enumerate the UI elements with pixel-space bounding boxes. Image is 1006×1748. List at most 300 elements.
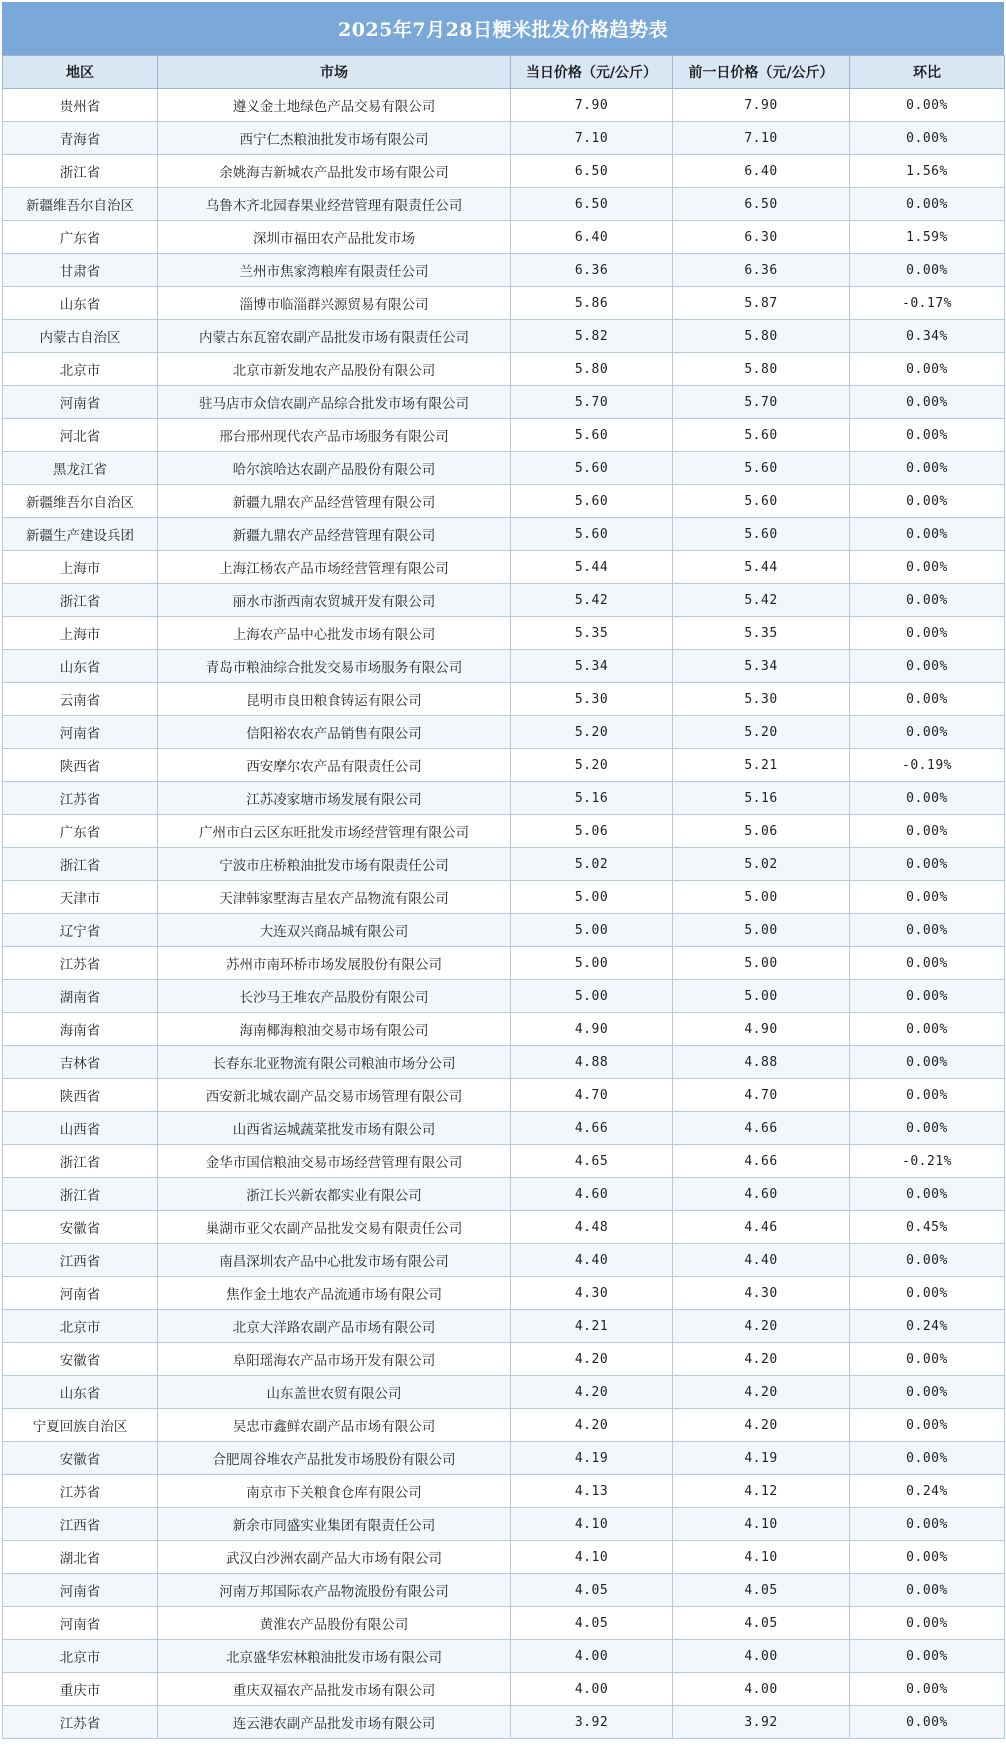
market-cell: 新疆九鼎农产品经营管理有限公司: [158, 518, 511, 551]
table-row: [3, 1244, 1005, 1277]
previous-price-cell: 4.40: [673, 1244, 850, 1277]
today-price-cell: 4.20: [511, 1343, 673, 1376]
today-price-cell: 4.40: [511, 1244, 673, 1277]
change-cell: 0.00%: [850, 1640, 1005, 1673]
region-cell: 江西省: [3, 1244, 158, 1277]
market-cell: 江苏凌家塘市场发展有限公司: [158, 782, 511, 815]
region-cell: 湖南省: [3, 980, 158, 1013]
table-row: [3, 1508, 1005, 1541]
market-cell: 遵义金土地绿色产品交易有限公司: [158, 89, 511, 122]
previous-price-cell: 4.05: [673, 1574, 850, 1607]
market-cell: 青岛市粮油综合批发交易市场服务有限公司: [158, 650, 511, 683]
region-cell: 江苏省: [3, 782, 158, 815]
table-row: [3, 1277, 1005, 1310]
region-cell: 新疆生产建设兵团: [3, 518, 158, 551]
market-cell: 西安新北城农副产品交易市场管理有限公司: [158, 1079, 511, 1112]
previous-price-cell: 5.21: [673, 749, 850, 782]
table-row: [3, 914, 1005, 947]
previous-price-cell: 6.30: [673, 221, 850, 254]
today-price-cell: 4.10: [511, 1508, 673, 1541]
market-cell: 长春东北亚物流有限公司粮油市场分公司: [158, 1046, 511, 1079]
header-previous-price: 前一日价格（元/公斤）: [673, 56, 850, 89]
table-row: [3, 452, 1005, 485]
previous-price-cell: 6.40: [673, 155, 850, 188]
table-row: [3, 386, 1005, 419]
market-cell: 大连双兴商品城有限公司: [158, 914, 511, 947]
table-row: [3, 650, 1005, 683]
region-cell: 安徽省: [3, 1343, 158, 1376]
region-cell: 上海市: [3, 551, 158, 584]
region-cell: 广东省: [3, 221, 158, 254]
previous-price-cell: 5.00: [673, 914, 850, 947]
previous-price-cell: 4.66: [673, 1112, 850, 1145]
change-cell: 0.00%: [850, 386, 1005, 419]
region-cell: 江苏省: [3, 1475, 158, 1508]
change-cell: 1.59%: [850, 221, 1005, 254]
market-cell: 余姚海吉新城农产品批发市场有限公司: [158, 155, 511, 188]
change-cell: 0.00%: [850, 1343, 1005, 1376]
change-cell: 0.00%: [850, 1508, 1005, 1541]
today-price-cell: 5.06: [511, 815, 673, 848]
change-cell: 0.00%: [850, 485, 1005, 518]
today-price-cell: 5.00: [511, 914, 673, 947]
region-cell: 山东省: [3, 287, 158, 320]
previous-price-cell: 5.34: [673, 650, 850, 683]
today-price-cell: 5.20: [511, 716, 673, 749]
market-cell: 兰州市焦家湾粮库有限责任公司: [158, 254, 511, 287]
change-cell: 0.00%: [850, 815, 1005, 848]
table-row: [3, 287, 1005, 320]
table-row: [3, 551, 1005, 584]
region-cell: 内蒙古自治区: [3, 320, 158, 353]
table-title: 2025年7月28日粳米批发价格趋势表: [2, 2, 1004, 55]
market-cell: 西宁仁杰粮油批发市场有限公司: [158, 122, 511, 155]
table-row: [3, 254, 1005, 287]
region-cell: 辽宁省: [3, 914, 158, 947]
market-cell: 重庆双福农产品批发市场有限公司: [158, 1673, 511, 1706]
table-row: [3, 1343, 1005, 1376]
table-row: [3, 1475, 1005, 1508]
today-price-cell: 5.44: [511, 551, 673, 584]
today-price-cell: 6.36: [511, 254, 673, 287]
price-table: [2, 55, 1005, 1739]
today-price-cell: 4.60: [511, 1178, 673, 1211]
previous-price-cell: 7.10: [673, 122, 850, 155]
market-cell: 河南万邦国际农产品物流股份有限公司: [158, 1574, 511, 1607]
today-price-cell: 5.30: [511, 683, 673, 716]
market-cell: 阜阳瑶海农产品市场开发有限公司: [158, 1343, 511, 1376]
market-cell: 昆明市良田粮食铸运有限公司: [158, 683, 511, 716]
market-cell: 西安摩尔农产品有限责任公司: [158, 749, 511, 782]
previous-price-cell: 5.00: [673, 881, 850, 914]
previous-price-cell: 5.16: [673, 782, 850, 815]
today-price-cell: 4.00: [511, 1673, 673, 1706]
region-cell: 黑龙江省: [3, 452, 158, 485]
market-cell: 信阳裕农农产品销售有限公司: [158, 716, 511, 749]
market-cell: 新余市同盛实业集团有限责任公司: [158, 1508, 511, 1541]
today-price-cell: 6.50: [511, 155, 673, 188]
change-cell: 0.00%: [850, 1277, 1005, 1310]
region-cell: 山西省: [3, 1112, 158, 1145]
region-cell: 河南省: [3, 1277, 158, 1310]
today-price-cell: 5.80: [511, 353, 673, 386]
region-cell: 北京市: [3, 1640, 158, 1673]
previous-price-cell: 6.50: [673, 188, 850, 221]
previous-price-cell: 4.20: [673, 1310, 850, 1343]
today-price-cell: 5.42: [511, 584, 673, 617]
region-cell: 江苏省: [3, 947, 158, 980]
today-price-cell: 5.82: [511, 320, 673, 353]
today-price-cell: 4.88: [511, 1046, 673, 1079]
previous-price-cell: 5.02: [673, 848, 850, 881]
change-cell: 0.00%: [850, 1409, 1005, 1442]
table-row: [3, 617, 1005, 650]
table-row: [3, 1178, 1005, 1211]
previous-price-cell: 5.70: [673, 386, 850, 419]
table-row: [3, 683, 1005, 716]
today-price-cell: 4.13: [511, 1475, 673, 1508]
change-cell: 0.00%: [850, 1574, 1005, 1607]
change-cell: 0.00%: [850, 683, 1005, 716]
market-cell: 宁波市庄桥粮油批发市场有限责任公司: [158, 848, 511, 881]
market-cell: 南京市下关粮食仓库有限公司: [158, 1475, 511, 1508]
previous-price-cell: 7.90: [673, 89, 850, 122]
change-cell: 0.00%: [850, 848, 1005, 881]
previous-price-cell: 5.87: [673, 287, 850, 320]
market-cell: 金华市国信粮油交易市场经营管理有限公司: [158, 1145, 511, 1178]
previous-price-cell: 5.35: [673, 617, 850, 650]
region-cell: 湖北省: [3, 1541, 158, 1574]
today-price-cell: 5.70: [511, 386, 673, 419]
region-cell: 陕西省: [3, 1079, 158, 1112]
today-price-cell: 4.90: [511, 1013, 673, 1046]
today-price-cell: 4.20: [511, 1376, 673, 1409]
table-row: [3, 1640, 1005, 1673]
market-cell: 邢台邢州现代农产品市场服务有限公司: [158, 419, 511, 452]
region-cell: 河南省: [3, 1607, 158, 1640]
price-table-sheet: [2, 2, 1004, 1744]
change-cell: 0.00%: [850, 89, 1005, 122]
market-cell: 武汉白沙洲农副产品大市场有限公司: [158, 1541, 511, 1574]
table-row: [3, 716, 1005, 749]
previous-price-cell: 4.90: [673, 1013, 850, 1046]
previous-price-cell: 5.60: [673, 485, 850, 518]
previous-price-cell: 4.20: [673, 1376, 850, 1409]
change-cell: 0.00%: [850, 617, 1005, 650]
table-row: [3, 1574, 1005, 1607]
today-price-cell: 3.92: [511, 1706, 673, 1739]
today-price-cell: 4.05: [511, 1607, 673, 1640]
today-price-cell: 4.70: [511, 1079, 673, 1112]
table-row: [3, 881, 1005, 914]
change-cell: 0.00%: [850, 122, 1005, 155]
change-cell: 0.00%: [850, 353, 1005, 386]
table-row: [3, 1145, 1005, 1178]
region-cell: 河南省: [3, 386, 158, 419]
market-cell: 驻马店市众信农副产品综合批发市场有限公司: [158, 386, 511, 419]
today-price-cell: 5.16: [511, 782, 673, 815]
previous-price-cell: 5.00: [673, 980, 850, 1013]
header-row: [3, 56, 1005, 89]
region-cell: 广东省: [3, 815, 158, 848]
previous-price-cell: 5.06: [673, 815, 850, 848]
previous-price-cell: 5.80: [673, 353, 850, 386]
market-cell: 长沙马王堆农产品股份有限公司: [158, 980, 511, 1013]
today-price-cell: 7.90: [511, 89, 673, 122]
previous-price-cell: 4.12: [673, 1475, 850, 1508]
previous-price-cell: 4.66: [673, 1145, 850, 1178]
change-cell: 0.00%: [850, 254, 1005, 287]
previous-price-cell: 4.46: [673, 1211, 850, 1244]
table-row: [3, 1046, 1005, 1079]
region-cell: 新疆维吾尔自治区: [3, 485, 158, 518]
market-cell: 南昌深圳农产品中心批发市场有限公司: [158, 1244, 511, 1277]
header-market: 市场: [158, 56, 511, 89]
today-price-cell: 5.02: [511, 848, 673, 881]
previous-price-cell: 4.19: [673, 1442, 850, 1475]
today-price-cell: 5.60: [511, 518, 673, 551]
region-cell: 山东省: [3, 1376, 158, 1409]
table-row: [3, 1541, 1005, 1574]
market-cell: 焦作金土地农产品流通市场有限公司: [158, 1277, 511, 1310]
today-price-cell: 5.86: [511, 287, 673, 320]
change-cell: 0.24%: [850, 1475, 1005, 1508]
table-row: [3, 980, 1005, 1013]
market-cell: 巢湖市亚父农副产品批发交易有限责任公司: [158, 1211, 511, 1244]
today-price-cell: 4.20: [511, 1409, 673, 1442]
table-row: [3, 749, 1005, 782]
market-cell: 连云港农副产品批发市场有限公司: [158, 1706, 511, 1739]
previous-price-cell: 4.10: [673, 1508, 850, 1541]
market-cell: 苏州市南环桥市场发展股份有限公司: [158, 947, 511, 980]
today-price-cell: 5.35: [511, 617, 673, 650]
region-cell: 北京市: [3, 353, 158, 386]
table-row: [3, 1112, 1005, 1145]
change-cell: 0.00%: [850, 1244, 1005, 1277]
change-cell: 0.00%: [850, 1046, 1005, 1079]
region-cell: 贵州省: [3, 89, 158, 122]
market-cell: 内蒙古东瓦窑农副产品批发市场有限责任公司: [158, 320, 511, 353]
table-row: [3, 122, 1005, 155]
region-cell: 陕西省: [3, 749, 158, 782]
today-price-cell: 6.40: [511, 221, 673, 254]
today-price-cell: 5.00: [511, 881, 673, 914]
table-row: [3, 815, 1005, 848]
previous-price-cell: 5.80: [673, 320, 850, 353]
region-cell: 安徽省: [3, 1442, 158, 1475]
previous-price-cell: 4.20: [673, 1409, 850, 1442]
table-row: [3, 1706, 1005, 1739]
table-row: [3, 782, 1005, 815]
table-row: [3, 1409, 1005, 1442]
change-cell: 0.00%: [850, 452, 1005, 485]
change-cell: 0.00%: [850, 716, 1005, 749]
table-row: [3, 1211, 1005, 1244]
market-cell: 广州市白云区东旺批发市场经营管理有限公司: [158, 815, 511, 848]
region-cell: 吉林省: [3, 1046, 158, 1079]
today-price-cell: 4.48: [511, 1211, 673, 1244]
previous-price-cell: 4.88: [673, 1046, 850, 1079]
market-cell: 北京大洋路农副产品市场有限公司: [158, 1310, 511, 1343]
market-cell: 新疆九鼎农产品经营管理有限公司: [158, 485, 511, 518]
region-cell: 浙江省: [3, 1145, 158, 1178]
market-cell: 上海江杨农产品市场经营管理有限公司: [158, 551, 511, 584]
change-cell: 0.24%: [850, 1310, 1005, 1343]
today-price-cell: 5.60: [511, 419, 673, 452]
table-row: [3, 155, 1005, 188]
region-cell: 北京市: [3, 1310, 158, 1343]
market-cell: 合肥周谷堆农产品批发市场股份有限公司: [158, 1442, 511, 1475]
region-cell: 河北省: [3, 419, 158, 452]
change-cell: 0.00%: [850, 1112, 1005, 1145]
previous-price-cell: 4.30: [673, 1277, 850, 1310]
market-cell: 黄淮农产品股份有限公司: [158, 1607, 511, 1640]
change-cell: 0.45%: [850, 1211, 1005, 1244]
change-cell: 0.00%: [850, 1607, 1005, 1640]
change-cell: 0.00%: [850, 1541, 1005, 1574]
change-cell: 0.00%: [850, 1079, 1005, 1112]
market-cell: 海南椰海粮油交易市场有限公司: [158, 1013, 511, 1046]
previous-price-cell: 5.60: [673, 419, 850, 452]
previous-price-cell: 5.44: [673, 551, 850, 584]
today-price-cell: 5.60: [511, 452, 673, 485]
market-cell: 北京市新发地农产品股份有限公司: [158, 353, 511, 386]
change-cell: -0.17%: [850, 287, 1005, 320]
previous-price-cell: 4.00: [673, 1673, 850, 1706]
previous-price-cell: 5.60: [673, 452, 850, 485]
market-cell: 山西省运城蔬菜批发市场有限公司: [158, 1112, 511, 1145]
change-cell: 0.00%: [850, 1178, 1005, 1211]
previous-price-cell: 5.30: [673, 683, 850, 716]
change-cell: 1.56%: [850, 155, 1005, 188]
previous-price-cell: 4.20: [673, 1343, 850, 1376]
table-row: [3, 1013, 1005, 1046]
market-cell: 浙江长兴新农都实业有限公司: [158, 1178, 511, 1211]
table-row: [3, 947, 1005, 980]
region-cell: 甘肃省: [3, 254, 158, 287]
change-cell: 0.00%: [850, 1442, 1005, 1475]
region-cell: 浙江省: [3, 1178, 158, 1211]
region-cell: 浙江省: [3, 848, 158, 881]
previous-price-cell: 5.60: [673, 518, 850, 551]
region-cell: 浙江省: [3, 155, 158, 188]
previous-price-cell: 5.42: [673, 584, 850, 617]
change-cell: 0.00%: [850, 1673, 1005, 1706]
table-body: [3, 89, 1005, 1739]
table-row: [3, 1079, 1005, 1112]
header-change: 环比: [850, 56, 1005, 89]
region-cell: 宁夏回族自治区: [3, 1409, 158, 1442]
change-cell: 0.00%: [850, 947, 1005, 980]
today-price-cell: 6.50: [511, 188, 673, 221]
table-row: [3, 518, 1005, 551]
change-cell: 0.00%: [850, 1706, 1005, 1739]
region-cell: 青海省: [3, 122, 158, 155]
today-price-cell: 4.10: [511, 1541, 673, 1574]
table-row: [3, 1607, 1005, 1640]
previous-price-cell: 3.92: [673, 1706, 850, 1739]
table-row: [3, 221, 1005, 254]
change-cell: 0.00%: [850, 650, 1005, 683]
region-cell: 云南省: [3, 683, 158, 716]
region-cell: 山东省: [3, 650, 158, 683]
region-cell: 浙江省: [3, 584, 158, 617]
today-price-cell: 4.65: [511, 1145, 673, 1178]
today-price-cell: 4.05: [511, 1574, 673, 1607]
today-price-cell: 5.20: [511, 749, 673, 782]
region-cell: 海南省: [3, 1013, 158, 1046]
today-price-cell: 5.00: [511, 980, 673, 1013]
change-cell: 0.00%: [850, 914, 1005, 947]
header-region: 地区: [3, 56, 158, 89]
today-price-cell: 4.30: [511, 1277, 673, 1310]
table-row: [3, 89, 1005, 122]
today-price-cell: 4.21: [511, 1310, 673, 1343]
market-cell: 深圳市福田农产品批发市场: [158, 221, 511, 254]
today-price-cell: 5.00: [511, 947, 673, 980]
market-cell: 丽水市浙西南农贸城开发有限公司: [158, 584, 511, 617]
table-row: [3, 188, 1005, 221]
today-price-cell: 5.60: [511, 485, 673, 518]
change-cell: 0.00%: [850, 1013, 1005, 1046]
table-row: [3, 485, 1005, 518]
table-row: [3, 1673, 1005, 1706]
previous-price-cell: 4.10: [673, 1541, 850, 1574]
today-price-cell: 4.19: [511, 1442, 673, 1475]
table-row: [3, 353, 1005, 386]
change-cell: -0.21%: [850, 1145, 1005, 1178]
today-price-cell: 4.66: [511, 1112, 673, 1145]
change-cell: -0.19%: [850, 749, 1005, 782]
region-cell: 天津市: [3, 881, 158, 914]
change-cell: 0.00%: [850, 1376, 1005, 1409]
region-cell: 重庆市: [3, 1673, 158, 1706]
table-row: [3, 320, 1005, 353]
today-price-cell: 4.00: [511, 1640, 673, 1673]
table-row: [3, 848, 1005, 881]
table-row: [3, 584, 1005, 617]
region-cell: 河南省: [3, 716, 158, 749]
previous-price-cell: 4.05: [673, 1607, 850, 1640]
change-cell: 0.00%: [850, 419, 1005, 452]
change-cell: 0.34%: [850, 320, 1005, 353]
table-row: [3, 419, 1005, 452]
change-cell: 0.00%: [850, 188, 1005, 221]
region-cell: 上海市: [3, 617, 158, 650]
market-cell: 吴忠市鑫鲜农副产品市场有限公司: [158, 1409, 511, 1442]
market-cell: 淄博市临淄群兴源贸易有限公司: [158, 287, 511, 320]
table-row: [3, 1310, 1005, 1343]
change-cell: 0.00%: [850, 980, 1005, 1013]
change-cell: 0.00%: [850, 584, 1005, 617]
market-cell: 山东盖世农贸有限公司: [158, 1376, 511, 1409]
change-cell: 0.00%: [850, 551, 1005, 584]
region-cell: 江苏省: [3, 1706, 158, 1739]
previous-price-cell: 4.60: [673, 1178, 850, 1211]
change-cell: 0.00%: [850, 881, 1005, 914]
table-row: [3, 1442, 1005, 1475]
previous-price-cell: 5.00: [673, 947, 850, 980]
previous-price-cell: 4.70: [673, 1079, 850, 1112]
market-cell: 北京盛华宏林粮油批发市场有限公司: [158, 1640, 511, 1673]
header-today-price: 当日价格（元/公斤）: [511, 56, 673, 89]
today-price-cell: 7.10: [511, 122, 673, 155]
region-cell: 安徽省: [3, 1211, 158, 1244]
table-row: [3, 1376, 1005, 1409]
region-cell: 河南省: [3, 1574, 158, 1607]
change-cell: 0.00%: [850, 518, 1005, 551]
previous-price-cell: 6.36: [673, 254, 850, 287]
